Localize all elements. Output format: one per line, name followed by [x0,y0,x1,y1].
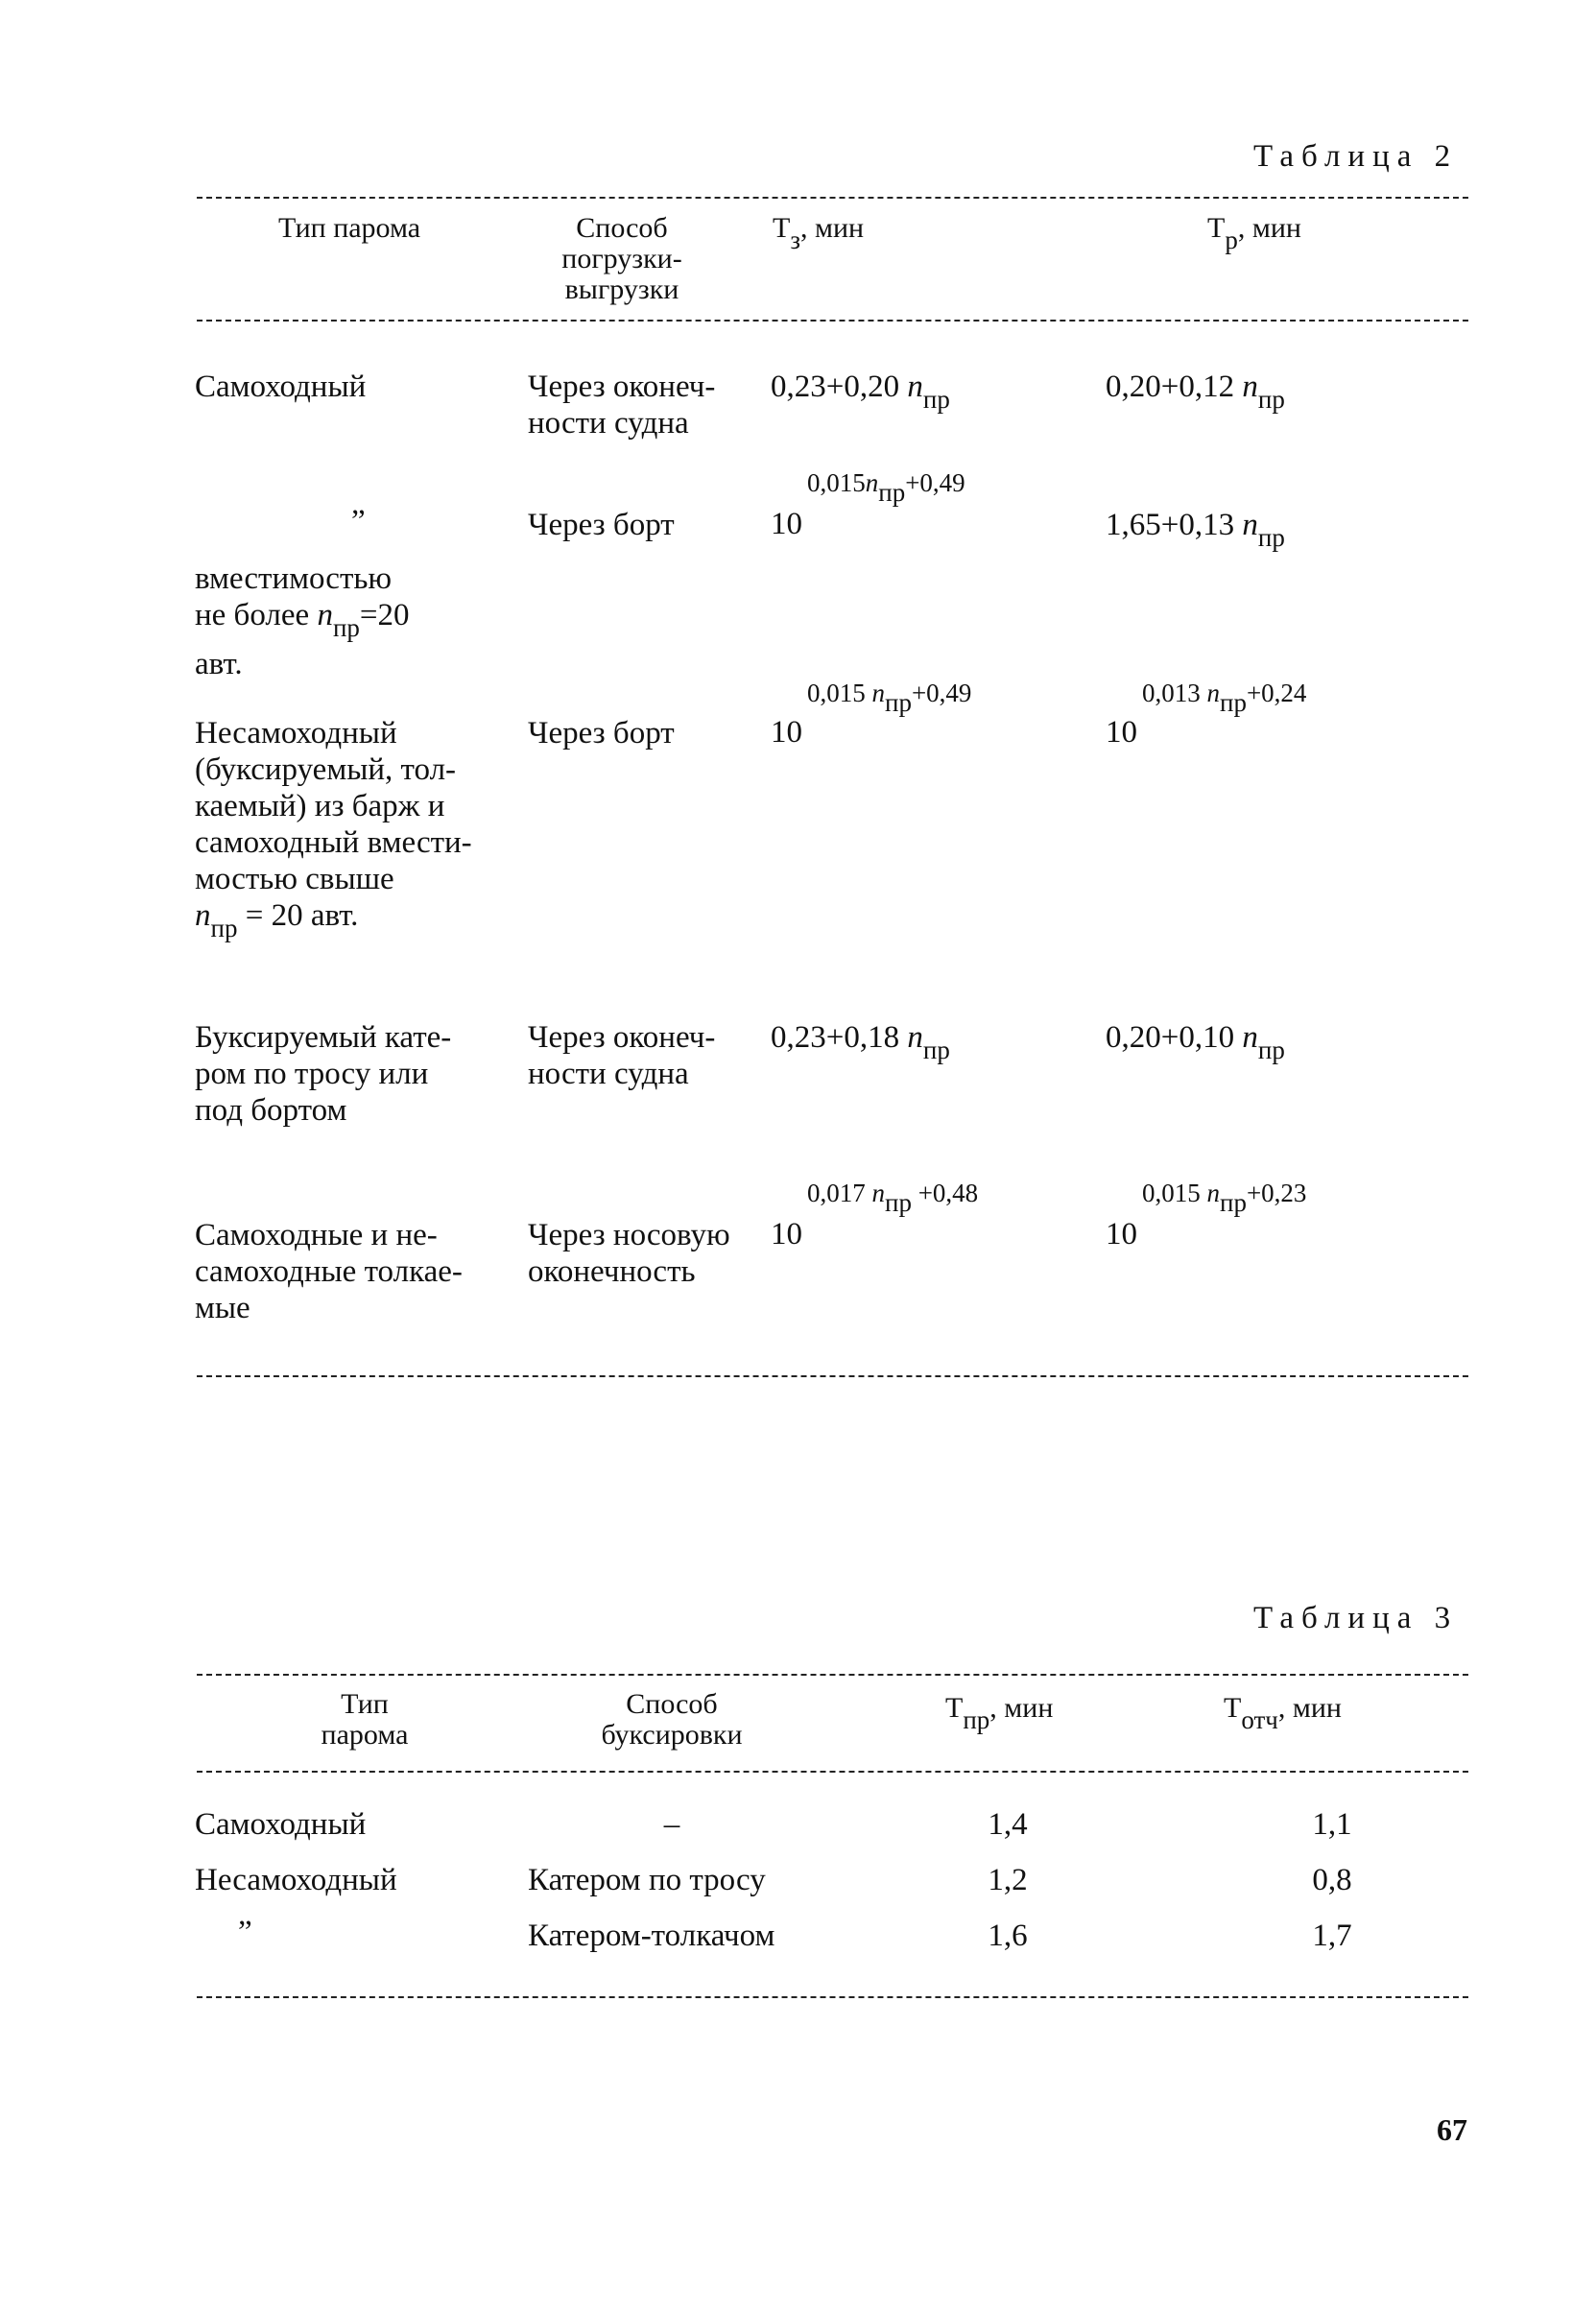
formula-sub: пр [1257,523,1285,552]
formula-var: n [865,468,879,497]
formula-text: +0,48 [911,1179,979,1207]
table2-header-rule [197,320,1468,322]
table-cell-totch: 1,7 [1312,1919,1352,1953]
formula-sub: пр [878,478,906,507]
table-cell-tz [771,1179,1078,1255]
formula-text: 0,013 [1142,679,1207,707]
table2-header-type: Тип парома [278,212,421,244]
cell-line: ности судна [528,1057,689,1091]
formula-var: n [1242,369,1258,404]
formula-text: 0,20+0,12 [1106,369,1243,404]
header-line: Способ [576,212,668,244]
table-cell-method [528,1019,715,1092]
subscript: з [790,226,800,254]
formula-exponent [1142,1179,1307,1217]
table3-header-rule [197,1771,1468,1773]
formula-var: n [1206,1179,1220,1207]
table-cell-type [195,560,410,682]
table2-bottom-rule [197,1375,1468,1377]
formula-sub: пр [885,688,912,717]
formula-sub: пр [922,385,950,414]
table3-bottom-rule [197,1996,1468,1998]
cell-line: ности судна [528,406,689,441]
table-cell-method: Через борт [528,716,675,751]
unit: , мин [1277,1692,1342,1724]
formula-var: n [1242,508,1258,542]
formula-text: 0,23+0,20 [771,369,908,404]
formula-exponent [807,468,965,507]
formula-sub: пр [1220,688,1247,717]
cell-line: мостью свыше [195,862,394,896]
symbol: Т [773,212,791,244]
formula-text: 1,65+0,13 [1106,508,1243,542]
table3-header-tpr [945,1692,1054,1734]
cell-text: =20 [359,598,410,632]
table-cell-method: Через борт [528,508,675,542]
table3-header-method [557,1689,787,1751]
header-line: погрузки- [561,243,682,274]
formula-sub: пр [922,1036,950,1064]
table-cell-method: Катером по тросу [528,1863,766,1897]
cell-line: мые [195,1291,250,1325]
cell-line: Через оконеч- [528,369,716,404]
table-cell-totch: 1,1 [1312,1807,1352,1842]
table-cell-method [528,1217,730,1290]
unit: , мин [989,1692,1054,1724]
table2-header-tp [1207,212,1301,254]
table-cell-tpr: 1,6 [988,1919,1028,1953]
table-cell-type: Самоходный [195,1807,367,1842]
table-cell-method: – [663,1807,680,1842]
header-line: Тип [341,1688,389,1720]
subscript: р [1225,226,1238,254]
table-cell-type: Несамоходный [195,1863,397,1897]
formula-sub: пр [885,1188,912,1217]
cell-line: Через оконеч- [528,1020,716,1055]
table-cell-tz [771,679,1059,755]
table-cell-type [195,715,472,942]
subscript: отч [1241,1705,1278,1734]
symbol: Т [945,1692,964,1724]
formula-text: 0,017 [807,1179,872,1207]
table-cell-tp [1106,369,1285,414]
table-cell-type [195,1217,463,1326]
formula-exponent [807,1179,979,1217]
cell-line: под бортом [195,1093,347,1128]
formula-base: 10 [1106,715,1137,750]
symbol: Т [1224,1692,1242,1724]
formula-base: 10 [771,1217,802,1251]
table3-header-totch [1224,1692,1342,1734]
unit: , мин [800,212,865,244]
unit: , мин [1237,212,1301,244]
formula-text: 0,20+0,10 [1106,1020,1243,1055]
formula-text: 0,23+0,18 [771,1020,908,1055]
cell-line: Через носовую [528,1218,730,1252]
cell-line: (буксируемый, тол- [195,752,457,787]
formula-var: n [907,1020,923,1055]
table-cell-type [195,1019,451,1129]
table-cell-tp [1106,1179,1413,1255]
formula-var: n [317,598,333,632]
formula-exponent [807,679,972,717]
cell-line: каемый) из барж и [195,789,445,823]
table3-top-rule [197,1674,1468,1676]
formula-base: 10 [771,507,802,541]
table3-caption: Таблица 3 [1253,1601,1459,1635]
cell-line: ром по тросу или [195,1057,429,1091]
table-cell-tz [771,1019,950,1064]
header-line: Способ [626,1688,718,1720]
formula-var: n [907,369,923,404]
formula-sub: пр [1257,1036,1285,1064]
cell-line: самоходные толкае- [195,1254,463,1289]
cell-text: = 20 авт. [237,898,359,933]
formula-exponent [1142,679,1307,717]
formula-sub: пр [1257,385,1285,414]
table-cell-method: Катером-толкачом [528,1919,775,1953]
table-cell-tz [771,369,950,414]
symbol: Т [1207,212,1226,244]
table-cell-totch: 0,8 [1312,1863,1352,1897]
header-line: выгрузки [564,274,679,305]
cell-line: вместимостью [195,561,393,596]
formula-text: 0,015 [807,468,866,497]
formula-text: 0,015 [1142,1179,1207,1207]
table-cell-method [528,369,715,441]
table2-caption: Таблица 2 [1253,139,1459,174]
table-cell-tpr: 1,2 [988,1863,1028,1897]
cell-line: оконечность [528,1254,696,1289]
formula-text: +0,49 [911,679,972,707]
formula-text: +0,24 [1246,679,1307,707]
table-cell-tp [1106,507,1285,552]
formula-var: n [871,1179,885,1207]
ditto-mark: ” [351,504,366,538]
formula-var: n [1242,1020,1258,1055]
cell-line: Буксируемый кате- [195,1020,452,1055]
header-line: парома [321,1719,409,1751]
header-line: буксировки [601,1719,743,1751]
table-cell-tp [1106,679,1394,755]
table-cell-tp [1106,1019,1285,1064]
table2-top-rule [197,197,1468,199]
formula-text: +0,49 [905,468,965,497]
cell-text: не более [195,598,318,632]
formula-text: +0,23 [1246,1179,1307,1207]
formula-text: 0,015 [807,679,872,707]
table-cell-type: Самоходный [195,369,367,404]
table-cell-tpr: 1,4 [988,1807,1028,1842]
formula-base: 10 [771,715,802,750]
cell-line [195,897,472,942]
table2-header-tz [773,212,865,254]
cell-line: самоходный вмести- [195,825,472,860]
table3-header-type [307,1689,422,1751]
ditto-mark: ” [238,1915,252,1949]
formula-sub: пр [332,613,360,642]
cell-line [195,597,410,642]
formula-var: n [1206,679,1220,707]
subscript: пр [963,1705,990,1734]
formula-var: n [195,898,211,933]
formula-base: 10 [1106,1217,1137,1251]
table2-header-method [526,213,718,305]
table-cell-tz [771,468,1059,545]
formula-var: n [871,679,885,707]
page-number: 67 [1437,2112,1467,2147]
cell-line: Несамоходный [195,716,397,751]
cell-line: Самоходные и не- [195,1218,438,1252]
cell-line: авт. [195,647,243,681]
formula-sub: пр [1220,1188,1247,1217]
formula-sub: пр [210,914,238,942]
